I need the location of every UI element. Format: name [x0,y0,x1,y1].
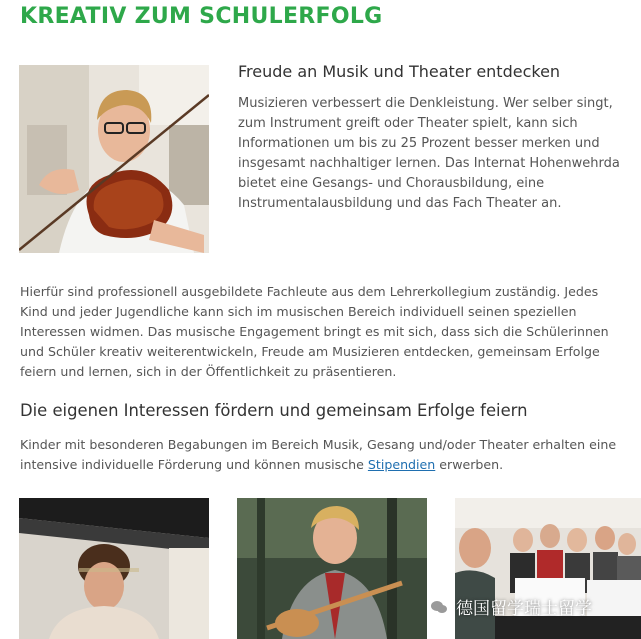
paragraph-line: und Schüler kreativ weiterentwickeln, Freude am Musizieren entdecken, gemeinsam Erfolge [20,344,600,359]
page-title: KREATIV ZUM SCHULERFOLG [20,4,383,29]
paragraph-line: Musizieren verbessert die Denkleistung. Wer selber singt, [238,96,613,111]
paragraph-line: Interessen widmen. Das musische Engagement bringt es mit sich, dass sich die Schülerinnen [20,324,609,339]
guitar-student-photo [237,498,427,639]
paragraph-line: Hierfür sind professionell ausgebildete Fachleute aus dem Lehrerkollegium zuständig. Jedes [20,284,599,299]
watermark-text: 德国留学瑞士留学 [456,599,592,619]
section1-heading: Freude an Musik und Theater entdecken [238,62,561,81]
wechat-icon [428,596,450,618]
paragraph-text: erwerben. [435,457,504,472]
section1-paragraph [238,94,620,214]
paragraph-line: feiern und lernen, sich in der Öffentlichkeit zu präsentieren. [20,364,397,379]
paragraph-line: Kinder mit besonderen Begabungen im Bereich Musik, Gesang und/oder Theater erhalten eine [20,437,617,452]
paragraph-line [20,455,616,475]
section3-heading: Die eigenen Interessen fördern und gemeinsam Erfolge feiern [20,401,528,420]
paragraph-line: Instrumentalausbildung und das Fach Theater an. [238,196,562,211]
section2-paragraph [20,282,609,382]
piano-student-photo [19,498,209,639]
paragraph-line: bietet eine Gesangs- und Chorausbildung, eine [238,176,545,191]
wechat-watermark [428,594,592,619]
paragraph-line: Kind und jeder Jugendliche kann sich im musischen Bereich individuell seinen speziellen [20,304,577,319]
paragraph-text: intensive individuelle Förderung und können musische [20,457,368,472]
paragraph-line: zum Instrument greift oder Theater spielt, kann sich [238,116,578,131]
stipendien-link[interactable]: Stipendien [367,457,436,472]
paragraph-line: insgesamt nachhaltiger lernen. Das Internat Hohenwehrda [238,156,620,171]
violin-student-photo [19,65,209,253]
paragraph-line: Informationen um bis zu 25 Prozent besser merken und [238,136,600,151]
section3-paragraph [20,435,616,475]
